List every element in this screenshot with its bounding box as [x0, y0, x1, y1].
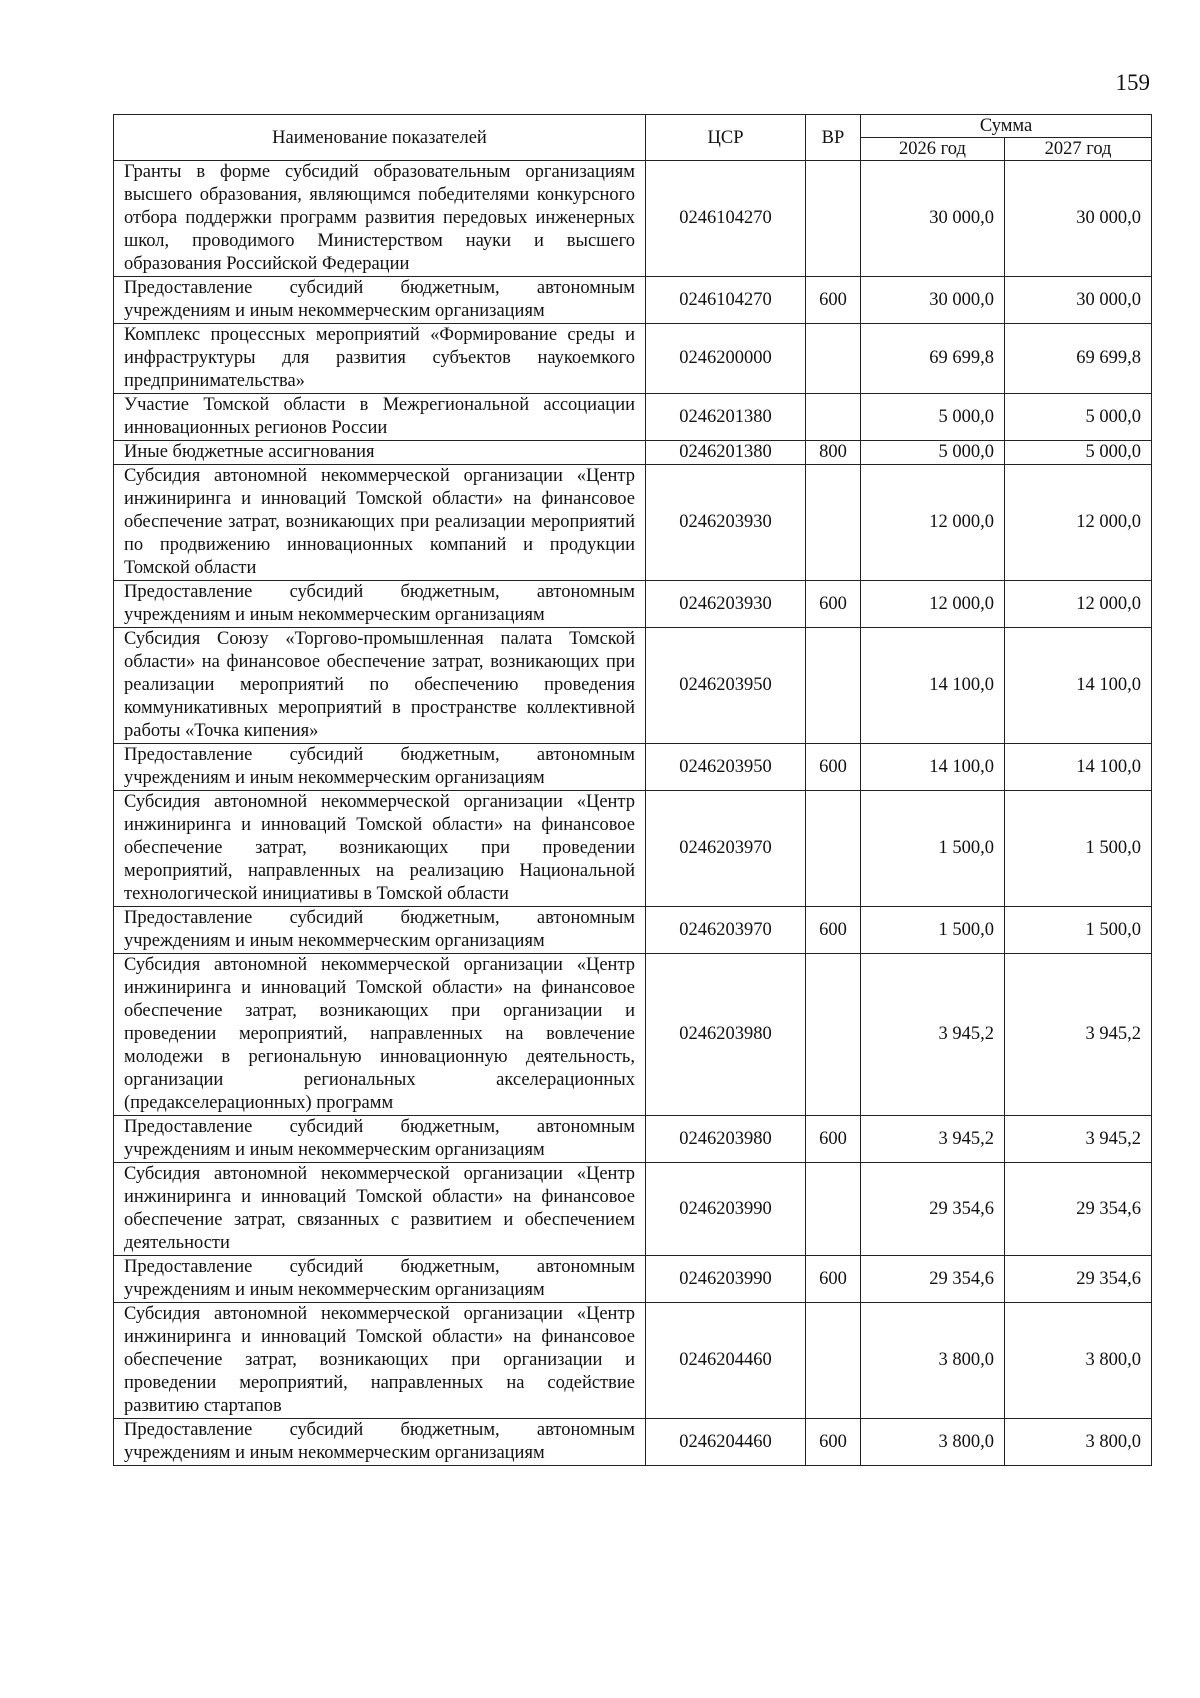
cell-vr [806, 161, 861, 277]
table-row [114, 1303, 1152, 1419]
table-body [114, 161, 1152, 1466]
header-vr: ВР [806, 115, 861, 161]
cell-2027: 14 100,0 [1005, 744, 1152, 791]
cell-2026: 5 000,0 [861, 441, 1005, 465]
cell-name: Субсидия автономной некоммерческой организации «Центр инжиниринга и инноваций Томской области» на финансовое обеспечение затрат, связанных с развитием и обеспечением деятельности [114, 1163, 646, 1256]
cell-vr [806, 465, 861, 581]
cell-csr: 0246104270 [646, 277, 806, 324]
cell-vr: 800 [806, 441, 861, 465]
table-header [114, 115, 1152, 161]
cell-2026: 3 945,2 [861, 954, 1005, 1116]
cell-2027: 29 354,6 [1005, 1163, 1152, 1256]
cell-2026: 14 100,0 [861, 628, 1005, 744]
table-row [114, 394, 1152, 441]
cell-2027: 5 000,0 [1005, 394, 1152, 441]
cell-vr: 600 [806, 581, 861, 628]
cell-csr: 0246203990 [646, 1256, 806, 1303]
header-sum: Сумма [861, 115, 1152, 138]
cell-csr: 0246204460 [646, 1303, 806, 1419]
cell-2026: 12 000,0 [861, 581, 1005, 628]
cell-2027: 14 100,0 [1005, 628, 1152, 744]
cell-2026: 5 000,0 [861, 394, 1005, 441]
cell-2027: 1 500,0 [1005, 791, 1152, 907]
cell-csr: 0246201380 [646, 441, 806, 465]
cell-csr: 0246203980 [646, 954, 806, 1116]
cell-name: Иные бюджетные ассигнования [114, 441, 646, 465]
cell-name: Субсидия автономной некоммерческой организации «Центр инжиниринга и инноваций Томской области» на финансовое обеспечение затрат, возникающих при организации и проведении мероприятий, направленных на содействие развитию стартапов [114, 1303, 646, 1419]
cell-name: Предоставление субсидий бюджетным, автономным учреждениям и иным некоммерческим организациям [114, 1256, 646, 1303]
cell-csr: 0246203970 [646, 907, 806, 954]
cell-2027: 12 000,0 [1005, 465, 1152, 581]
cell-csr: 0246203970 [646, 791, 806, 907]
table-row [114, 441, 1152, 465]
cell-2026: 1 500,0 [861, 791, 1005, 907]
cell-csr: 0246203950 [646, 628, 806, 744]
cell-vr [806, 324, 861, 394]
cell-2026: 29 354,6 [861, 1256, 1005, 1303]
cell-name: Субсидия Союзу «Торгово-промышленная палата Томской области» на финансовое обеспечение затрат, возникающих при реализации мероприятий по обеспечению проведения коммуникативных мероприятий в пространстве коллективной работы «Точка кипения» [114, 628, 646, 744]
cell-vr [806, 394, 861, 441]
table-row [114, 277, 1152, 324]
header-year-2: 2027 год [1005, 138, 1152, 161]
table-row [114, 161, 1152, 277]
table-row [114, 465, 1152, 581]
cell-vr [806, 1163, 861, 1256]
cell-name: Предоставление субсидий бюджетным, автономным учреждениям и иным некоммерческим организациям [114, 277, 646, 324]
cell-2026: 30 000,0 [861, 161, 1005, 277]
table-row [114, 581, 1152, 628]
cell-2027: 69 699,8 [1005, 324, 1152, 394]
cell-csr: 0246203980 [646, 1116, 806, 1163]
cell-2026: 12 000,0 [861, 465, 1005, 581]
cell-2027: 1 500,0 [1005, 907, 1152, 954]
cell-2027: 3 945,2 [1005, 954, 1152, 1116]
table-row [114, 744, 1152, 791]
cell-vr [806, 1303, 861, 1419]
header-name: Наименование показателей [114, 115, 646, 161]
cell-name: Субсидия автономной некоммерческой организации «Центр инжиниринга и инноваций Томской области» на финансовое обеспечение затрат, возникающих при реализации мероприятий по продвижению инновационных компаний и продукции Томской области [114, 465, 646, 581]
cell-vr [806, 628, 861, 744]
cell-2027: 30 000,0 [1005, 161, 1152, 277]
table-row [114, 1163, 1152, 1256]
cell-2026: 1 500,0 [861, 907, 1005, 954]
cell-vr: 600 [806, 1116, 861, 1163]
cell-name: Предоставление субсидий бюджетным, автономным учреждениям и иным некоммерческим организациям [114, 1116, 646, 1163]
cell-name: Гранты в форме субсидий образовательным организациям высшего образования, являющимся победителями конкурсного отбора поддержки программ развития передовых инженерных школ, проводимого Министерством науки и высшего образования Российской Федерации [114, 161, 646, 277]
cell-2027: 30 000,0 [1005, 277, 1152, 324]
cell-2027: 3 800,0 [1005, 1303, 1152, 1419]
cell-vr: 600 [806, 907, 861, 954]
table-row [114, 954, 1152, 1116]
cell-name: Предоставление субсидий бюджетным, автономным учреждениям и иным некоммерческим организациям [114, 907, 646, 954]
cell-name: Предоставление субсидий бюджетным, автономным учреждениям и иным некоммерческим организациям [114, 1419, 646, 1466]
cell-2027: 12 000,0 [1005, 581, 1152, 628]
cell-csr: 0246104270 [646, 161, 806, 277]
cell-csr: 0246203930 [646, 465, 806, 581]
cell-vr: 600 [806, 277, 861, 324]
cell-2027: 5 000,0 [1005, 441, 1152, 465]
cell-2026: 3 800,0 [861, 1419, 1005, 1466]
cell-csr: 0246203990 [646, 1163, 806, 1256]
cell-2027: 3 945,2 [1005, 1116, 1152, 1163]
table-row [114, 791, 1152, 907]
header-year-1: 2026 год [861, 138, 1005, 161]
cell-name: Субсидия автономной некоммерческой организации «Центр инжиниринга и инноваций Томской области» на финансовое обеспечение затрат, возникающих при проведении мероприятий, направленных на реализацию Национальной технологической инициативы в Томской области [114, 791, 646, 907]
cell-2026: 69 699,8 [861, 324, 1005, 394]
header-csr: ЦСР [646, 115, 806, 161]
cell-name: Предоставление субсидий бюджетным, автономным учреждениям и иным некоммерческим организациям [114, 581, 646, 628]
cell-csr: 0246200000 [646, 324, 806, 394]
cell-name: Участие Томской области в Межрегиональной ассоциации инновационных регионов России [114, 394, 646, 441]
cell-2027: 29 354,6 [1005, 1256, 1152, 1303]
cell-vr: 600 [806, 1419, 861, 1466]
cell-name: Предоставление субсидий бюджетным, автономным учреждениям и иным некоммерческим организациям [114, 744, 646, 791]
cell-csr: 0246201380 [646, 394, 806, 441]
table-row [114, 1116, 1152, 1163]
table-row [114, 628, 1152, 744]
cell-vr [806, 954, 861, 1116]
cell-csr: 0246203950 [646, 744, 806, 791]
cell-2027: 3 800,0 [1005, 1419, 1152, 1466]
cell-vr: 600 [806, 1256, 861, 1303]
cell-csr: 0246203930 [646, 581, 806, 628]
cell-vr [806, 791, 861, 907]
cell-2026: 3 945,2 [861, 1116, 1005, 1163]
cell-2026: 14 100,0 [861, 744, 1005, 791]
table-row [114, 907, 1152, 954]
cell-csr: 0246204460 [646, 1419, 806, 1466]
cell-vr: 600 [806, 744, 861, 791]
cell-2026: 29 354,6 [861, 1163, 1005, 1256]
page-number: 159 [1115, 70, 1150, 95]
cell-2026: 3 800,0 [861, 1303, 1005, 1419]
budget-table [113, 114, 1152, 1466]
cell-2026: 30 000,0 [861, 277, 1005, 324]
cell-name: Субсидия автономной некоммерческой организации «Центр инжиниринга и инноваций Томской области» на финансовое обеспечение затрат, возникающих при организации и проведении мероприятий, направленных на вовлечение молодежи в региональную инновационную деятельность, организации региональных акселерационных (предакселерационных) программ [114, 954, 646, 1116]
cell-name: Комплекс процессных мероприятий «Формирование среды и инфраструктуры для развития субъектов наукоемкого предпринимательства» [114, 324, 646, 394]
table-row [114, 1256, 1152, 1303]
table-row [114, 1419, 1152, 1466]
table-row [114, 324, 1152, 394]
